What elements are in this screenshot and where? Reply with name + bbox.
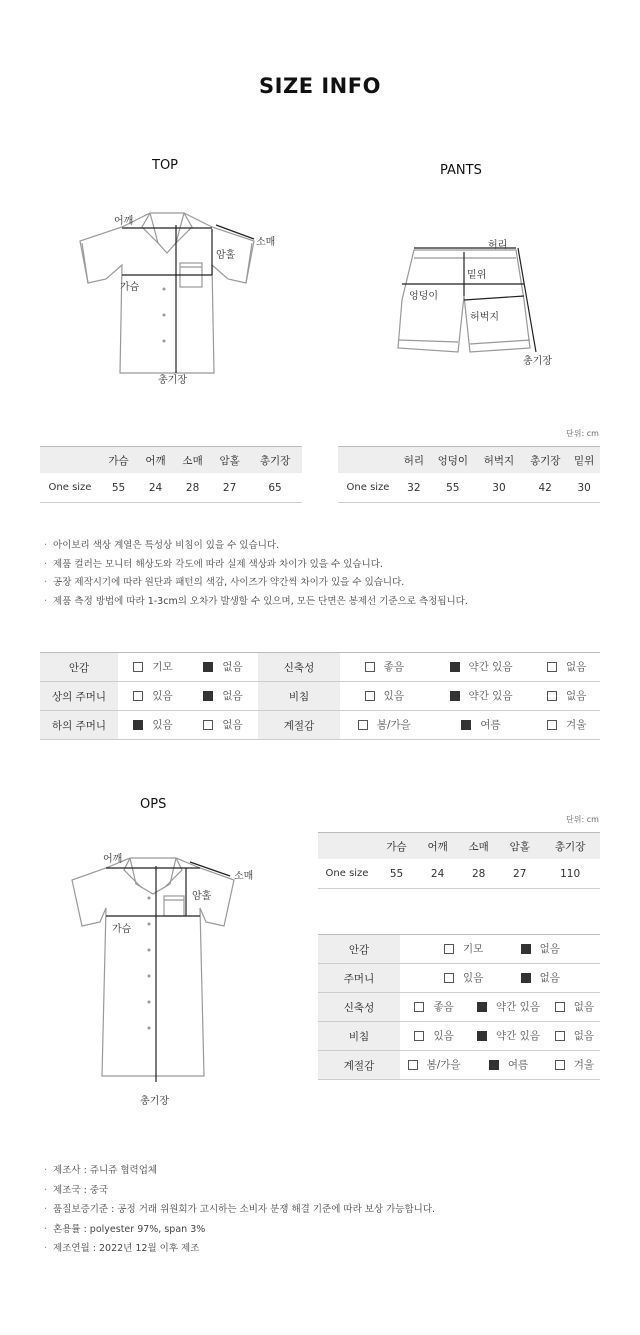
option: 좋음	[414, 999, 453, 1014]
checkbox-icon	[444, 944, 454, 954]
cell: 28	[458, 859, 499, 889]
pants-heading: PANTS	[440, 163, 482, 178]
feature-name: 신축성	[258, 653, 340, 682]
cell: 27	[499, 859, 540, 889]
option: 기모	[133, 659, 172, 674]
checkbox-icon	[414, 1031, 424, 1041]
top-size-table	[40, 446, 302, 503]
info-item: · 제조국 : 중국	[44, 1181, 435, 1201]
checkbox-icon	[408, 1060, 418, 1070]
checkbox-icon	[547, 662, 557, 672]
checkbox-icon	[555, 1060, 565, 1070]
checkbox-icon	[133, 662, 143, 672]
feature-name: 주머니	[318, 964, 400, 993]
checkbox-checked-icon	[489, 1060, 499, 1070]
feature-name: 안감	[40, 653, 118, 682]
cell: 110	[540, 859, 600, 889]
option: 좋음	[365, 659, 404, 674]
option: 여름	[489, 1057, 528, 1072]
row-label: One size	[318, 859, 376, 889]
product-info	[44, 1161, 435, 1259]
unit-label: 단위: cm	[566, 815, 599, 824]
option: 없음	[203, 659, 242, 674]
option: 없음	[547, 688, 586, 703]
feature-name: 신축성	[318, 993, 400, 1022]
th-sleeve: 소매	[458, 833, 499, 860]
checkbox-icon	[547, 720, 557, 730]
th-length: 총기장	[248, 447, 302, 474]
feature-name: 상의 주머니	[40, 682, 118, 711]
pants-thigh-label: 허벅지	[470, 312, 499, 323]
checkbox-icon	[555, 1031, 565, 1041]
cell: 30	[568, 473, 600, 503]
cell: 30	[476, 473, 522, 503]
top-shoulder-label: 어깨	[114, 216, 134, 227]
checkbox-checked-icon	[450, 691, 460, 701]
feature-table-1	[40, 652, 600, 740]
ops-shoulder-label: 어깨	[103, 854, 123, 865]
feature-name: 계절감	[318, 1051, 400, 1080]
option: 기모	[444, 941, 483, 956]
th-shoulder: 어깨	[137, 447, 174, 474]
info-item: · 품질보증기준 : 공정 거래 위원회가 고시하는 소비자 분쟁 해결 기준에 따라 보상 가능합니다.	[44, 1200, 435, 1220]
checkbox-icon	[203, 720, 213, 730]
pants-size-table	[338, 446, 600, 503]
cell: 27	[211, 473, 248, 503]
checkbox-icon	[555, 1002, 565, 1012]
info-item: · 제조사 : 쥬니쥬 협력업체	[44, 1161, 435, 1181]
option: 있음	[133, 688, 172, 703]
row-label: One size	[338, 473, 398, 503]
cell: 28	[174, 473, 211, 503]
option: 없음	[547, 659, 586, 674]
note-item: · 제품 컬러는 모니터 해상도와 각도에 따라 실제 색상과 차이가 있을 수 있습니다.	[44, 556, 468, 575]
th-length: 총기장	[522, 447, 568, 474]
pants-rise-label: 밑위	[467, 270, 487, 281]
option: 약간 있음	[450, 688, 513, 703]
option: 없음	[203, 688, 242, 703]
top-diagram	[70, 205, 290, 380]
option: 약간 있음	[477, 1028, 540, 1043]
cell: 55	[376, 859, 417, 889]
ops-heading: OPS	[140, 797, 167, 812]
checkbox-icon	[365, 691, 375, 701]
checkbox-checked-icon	[203, 662, 213, 672]
option: 약간 있음	[477, 999, 540, 1014]
checkbox-icon	[414, 1002, 424, 1012]
pants-diagram	[390, 240, 550, 365]
top-armhole-label: 암홀	[216, 250, 236, 261]
cell: 55	[430, 473, 476, 503]
pants-hip-label: 엉덩이	[409, 291, 438, 302]
checkbox-icon	[365, 662, 375, 672]
cell: 24	[417, 859, 458, 889]
feature-name: 비침	[318, 1022, 400, 1051]
unit-label: 단위: cm	[566, 429, 599, 438]
checkbox-icon	[547, 691, 557, 701]
checkbox-checked-icon	[521, 973, 531, 983]
cell: 32	[398, 473, 430, 503]
option: 없음	[521, 970, 560, 985]
checkbox-checked-icon	[450, 662, 460, 672]
cell: 24	[137, 473, 174, 503]
info-item: · 혼용률 : polyester 97%, span 3%	[44, 1220, 435, 1240]
checkbox-checked-icon	[203, 691, 213, 701]
option: 있음	[133, 717, 172, 732]
th-armhole: 암홀	[499, 833, 540, 860]
note-item: · 아이보리 색상 계열은 특성상 비침이 있을 수 있습니다.	[44, 537, 468, 556]
feature-name: 계절감	[258, 711, 340, 740]
ops-armhole-label: 암홀	[192, 891, 212, 902]
note-item: · 공장 제작시기에 따라 원단과 패턴의 색감, 사이즈가 약간씩 차이가 있을 수 있습니다.	[44, 574, 468, 593]
cell: 55	[100, 473, 137, 503]
option: 겨울	[547, 717, 586, 732]
option: 여름	[461, 717, 500, 732]
checkbox-icon	[133, 691, 143, 701]
checkbox-checked-icon	[521, 944, 531, 954]
th-chest: 가슴	[100, 447, 137, 474]
option: 약간 있음	[450, 659, 513, 674]
checkbox-icon	[444, 973, 454, 983]
option: 없음	[203, 717, 242, 732]
checkbox-checked-icon	[477, 1002, 487, 1012]
th-sleeve: 소매	[174, 447, 211, 474]
option: 겨울	[555, 1057, 594, 1072]
option: 봄/가을	[408, 1057, 461, 1072]
option: 없음	[521, 941, 560, 956]
th-waist: 허리	[398, 447, 430, 474]
option: 없음	[555, 999, 594, 1014]
top-length-label: 총기장	[158, 375, 187, 386]
checkbox-checked-icon	[477, 1031, 487, 1041]
care-notes	[44, 537, 468, 611]
option: 없음	[555, 1028, 594, 1043]
info-item: · 제조연월 : 2022년 12월 이후 제조	[44, 1239, 435, 1259]
ops-size-table	[318, 832, 600, 889]
option: 봄/가을	[358, 717, 411, 732]
option: 있음	[365, 688, 404, 703]
pants-waist-label: 허리	[488, 240, 508, 251]
ops-sleeve-label: 소매	[234, 871, 254, 882]
feature-name: 하의 주머니	[40, 711, 118, 740]
th-shoulder: 어깨	[417, 833, 458, 860]
top-sleeve-label: 소매	[256, 237, 276, 248]
pants-length-label: 총기장	[523, 356, 552, 367]
feature-table-2	[318, 934, 600, 1080]
note-item: · 제품 측정 방법에 따라 1-3cm의 오차가 발생할 수 있으며, 모든 단면은 봉제선 기준으로 측정됩니다.	[44, 593, 468, 612]
ops-chest-label: 가슴	[112, 924, 132, 935]
top-chest-label: 가슴	[120, 282, 140, 293]
option: 있음	[444, 970, 483, 985]
row-label: One size	[40, 473, 100, 503]
th-thigh: 허벅지	[476, 447, 522, 474]
feature-name: 비침	[258, 682, 340, 711]
th-length: 총기장	[540, 833, 600, 860]
th-chest: 가슴	[376, 833, 417, 860]
th-hip: 엉덩이	[430, 447, 476, 474]
checkbox-checked-icon	[461, 720, 471, 730]
option: 있음	[414, 1028, 453, 1043]
checkbox-checked-icon	[133, 720, 143, 730]
ops-diagram	[60, 850, 260, 1090]
checkbox-icon	[358, 720, 368, 730]
top-heading: TOP	[152, 158, 179, 173]
th-armhole: 암홀	[211, 447, 248, 474]
cell: 65	[248, 473, 302, 503]
cell: 42	[522, 473, 568, 503]
ops-length-label: 총기장	[140, 1096, 169, 1107]
feature-name: 안감	[318, 935, 400, 964]
page-title: SIZE INFO	[259, 74, 381, 98]
th-rise: 밑위	[568, 447, 600, 474]
